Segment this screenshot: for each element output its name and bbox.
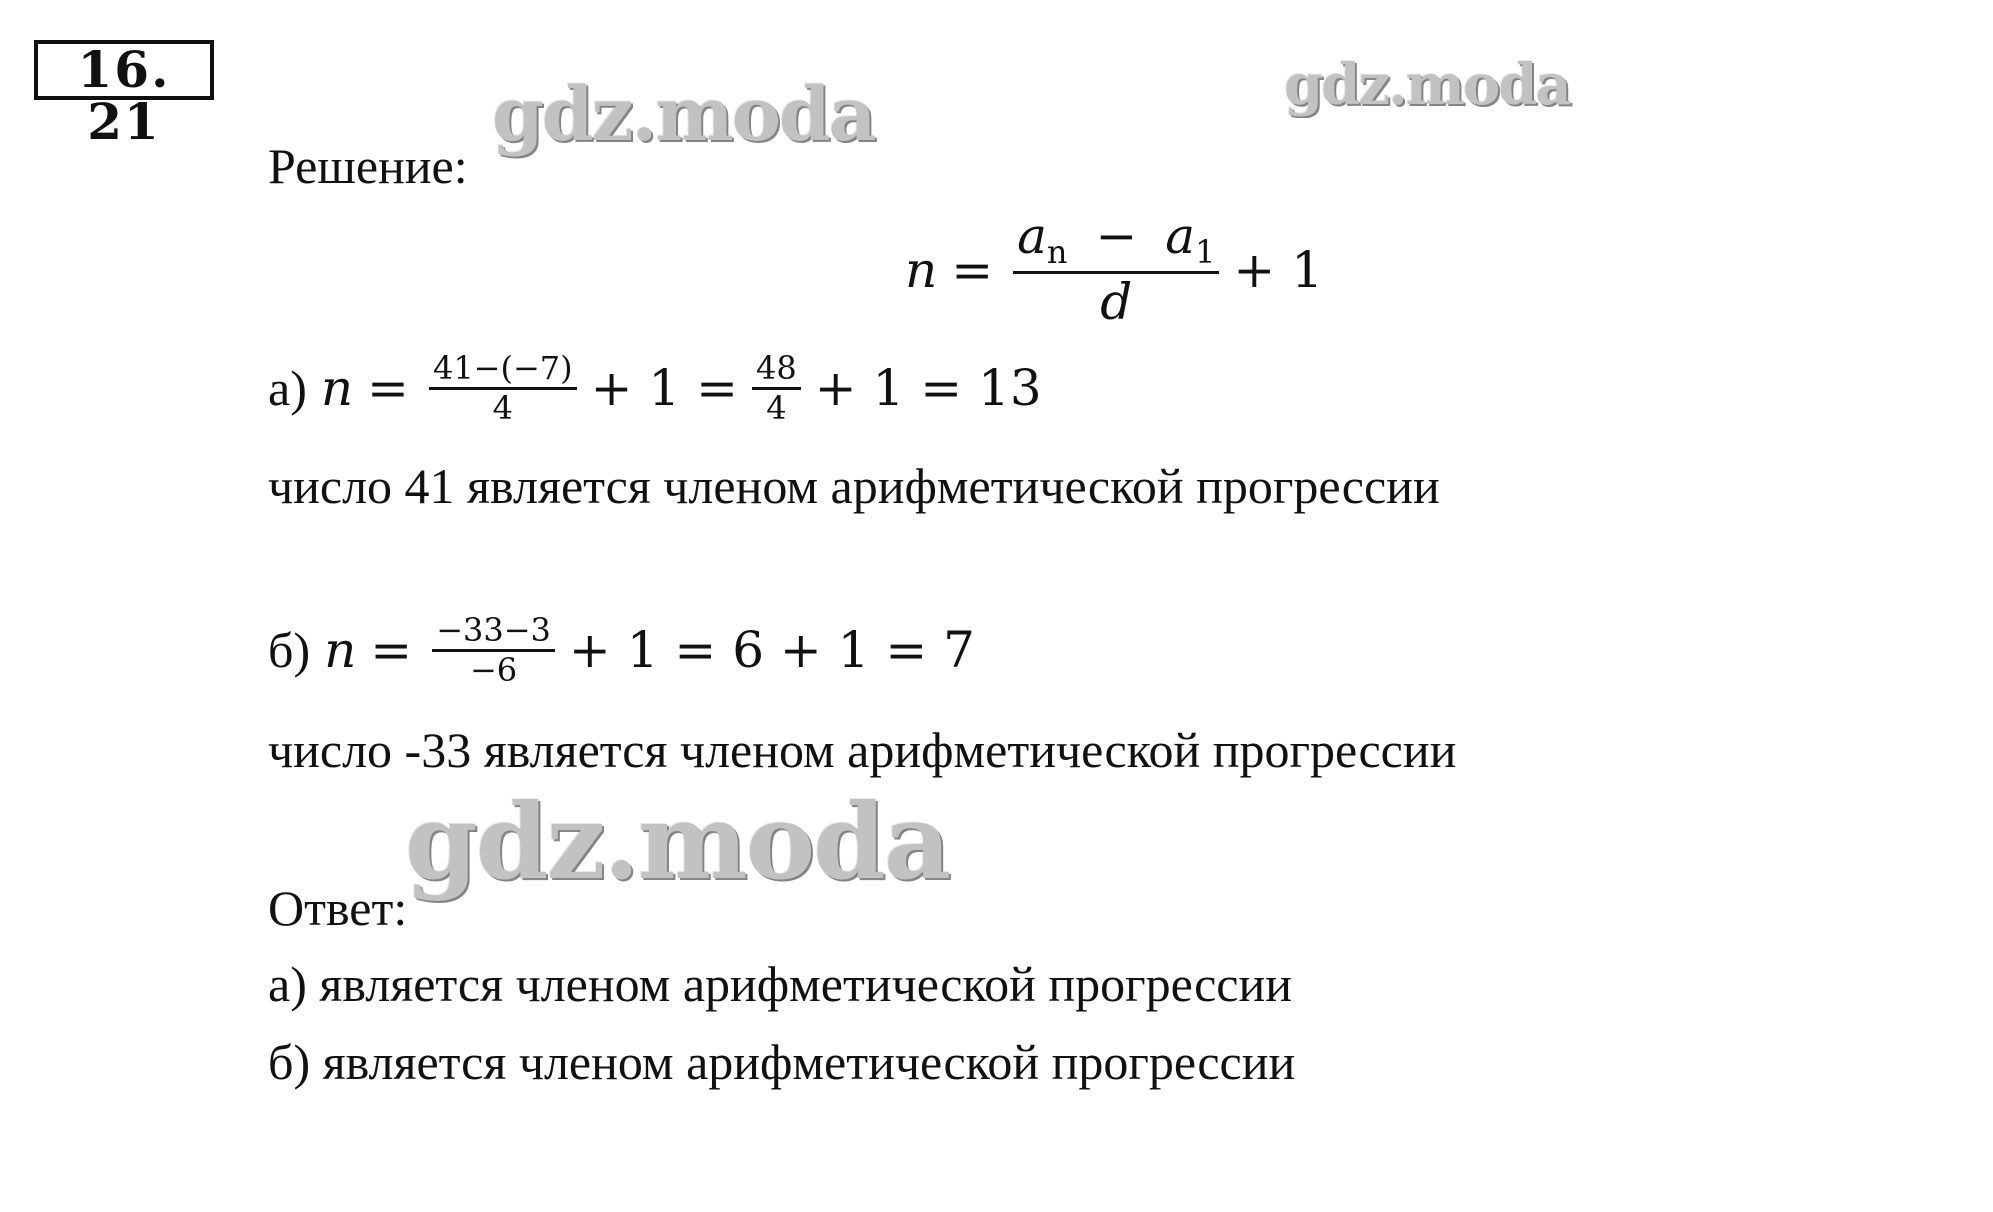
- fraction-numerator: 41−(−7): [432, 349, 573, 387]
- watermark: gdz.moda: [405, 780, 950, 903]
- part-a-conclusion: число 41 является членом арифметической прогрессии: [268, 458, 1440, 514]
- part-a-var: n: [320, 359, 354, 418]
- formula-eq: =: [951, 240, 994, 299]
- part-a-result: + 1 = 13: [814, 359, 1042, 418]
- part-b-equation: [268, 612, 975, 689]
- answer-a: а) является членом арифметической прогрессии: [268, 956, 1292, 1012]
- part-b-label: б): [268, 622, 311, 679]
- formula-fraction: [1013, 208, 1219, 331]
- fraction-numerator: 48: [756, 349, 797, 387]
- watermark: gdz.moda: [492, 72, 875, 158]
- watermark: gdz.moda: [1284, 52, 1570, 118]
- formula-lhs: n: [905, 240, 938, 299]
- part-b-var: n: [324, 621, 357, 680]
- numerator-b-sub: 1: [1195, 233, 1216, 271]
- numerator-minus: −: [1095, 207, 1138, 265]
- part-a-equation: [268, 350, 1042, 427]
- general-formula: [905, 208, 1323, 331]
- formula-numerator: [1013, 208, 1219, 271]
- fraction-denominator: 4: [766, 388, 787, 427]
- answer-label: Ответ:: [268, 880, 408, 936]
- answer-b: б) является членом арифметической прогрессии: [268, 1034, 1296, 1090]
- part-b-result: + 1 = 6 + 1 = 7: [568, 621, 975, 680]
- fraction-denominator: −6: [469, 650, 518, 689]
- formula-denominator: d: [1100, 272, 1133, 331]
- part-b-eq: =: [370, 621, 413, 680]
- part-b-fraction: [432, 612, 555, 689]
- part-a-eq: =: [367, 359, 409, 418]
- formula-plus-one: + 1: [1233, 240, 1324, 299]
- numerator-a-sub: n: [1046, 233, 1068, 271]
- part-a-fraction-1: [429, 350, 577, 427]
- part-a-label: а): [268, 360, 307, 417]
- fraction-denominator: 4: [492, 388, 513, 427]
- problem-number: 16. 21: [34, 40, 214, 100]
- part-a-mid: + 1 =: [590, 359, 739, 418]
- numerator-b: a: [1165, 207, 1196, 265]
- fraction-numerator: −33−3: [436, 611, 551, 649]
- solution-label: Решение:: [268, 138, 468, 194]
- part-a-fraction-2: [752, 350, 801, 427]
- part-b-conclusion: число -33 является членом арифметической прогрессии: [268, 722, 1457, 778]
- numerator-a: a: [1017, 207, 1047, 265]
